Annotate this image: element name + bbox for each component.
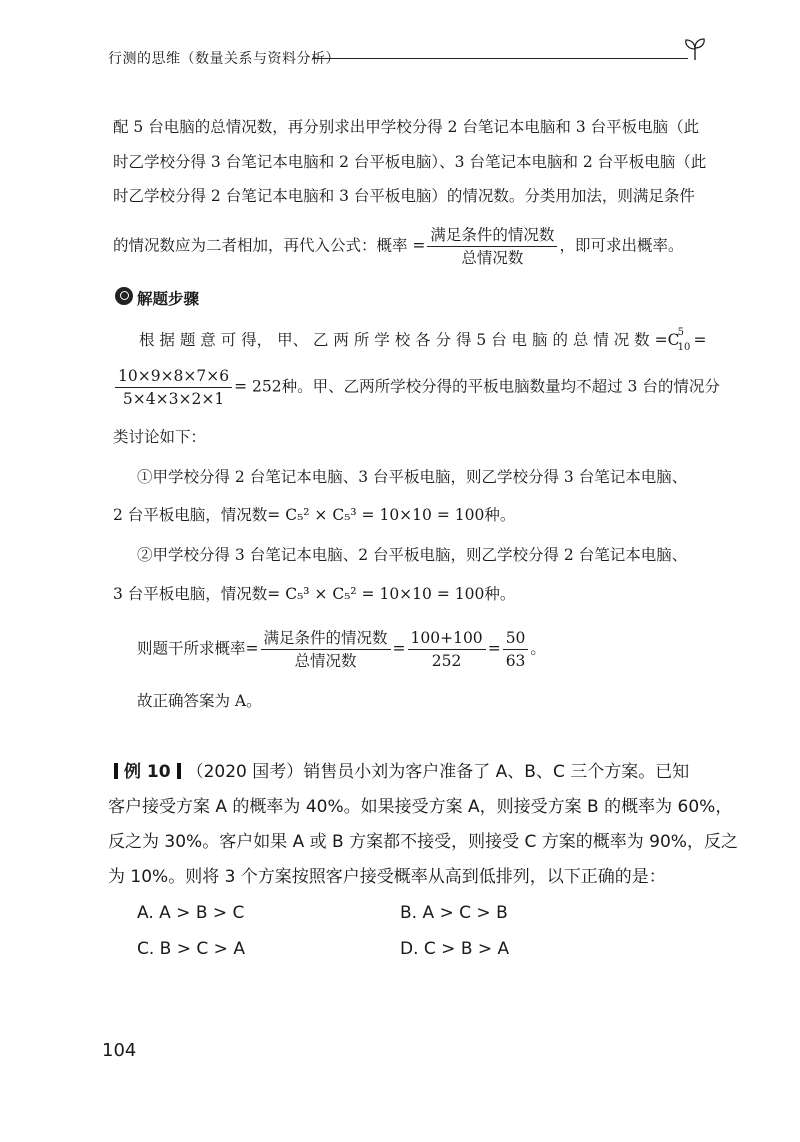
example-line-4: 为 10%。则将 3 个方案按照客户接受概率从高到低排列，以下正确的是： (108, 867, 666, 887)
step-1-line-2 (113, 366, 720, 409)
step-1-text: 根 据 题 意 可 得， 甲、 乙 两 所 学 校 各 分 得 5 台 电 脑 的 总 情 况 数 = (139, 331, 668, 349)
probability-fraction-1: $\frac{\text{满足条件的情况数}}{\text{总情况数}}$ (261, 628, 391, 671)
case-2-line-1: ②甲学校分得 3 台笔记本电脑、2 台平板电脑，则乙学校分得 2 台笔记本电脑、 (137, 546, 688, 564)
probability-line: 则题干所求概率= $\frac{\text{满足条件的情况数}}{\text{总情况数}}$ = $\frac{100+100}{252}$ = $\frac{50}{63}$ 。 (137, 629, 546, 670)
example-tag: 例 10 (124, 762, 171, 782)
running-header: 行测的思维（数量关系与资料分析） (108, 51, 340, 67)
total-cases-fraction: $\frac{10\times 9\times 8\times 7\times 6}{5\times 4\times 3\times 2\times 1}$ (115, 366, 232, 409)
steps-heading: 解题步骤 (137, 290, 200, 308)
header-rule (312, 58, 688, 59)
analysis-line-2: 时乙学校分得 3 台笔记本电脑和 2 台平板电脑）、3 台笔记本电脑和 2 台平板电脑（此 (113, 153, 707, 171)
analysis-line-1: 配 5 台电脑的总情况数，再分别求出甲学校分得 2 台笔记本电脑和 3 台平板电脑（此 (113, 118, 700, 136)
step-1-result: = 252种。甲、乙两所学校分得的平板电脑数量均不超过 3 台的情况分 (234, 377, 720, 396)
case-2-line-2: 3 台平板电脑，情况数= C₅³ × C₅² = 10×10 = 100种。 (113, 585, 516, 603)
sprout-icon (682, 36, 708, 62)
case-1-line-1: ①甲学校分得 2 台笔记本电脑、3 台平板电脑，则乙学校分得 3 台笔记本电脑、 (137, 468, 688, 486)
steps-icon (115, 287, 133, 305)
option-d: D. C > B > A (400, 939, 510, 959)
answer-line: 故正确答案为 A。 (137, 692, 262, 710)
probability-fraction-3: $\frac{50}{63}$ (503, 628, 529, 671)
option-a: A. A > B > C (137, 903, 245, 923)
option-b: B. A > C > B (400, 903, 508, 923)
formula-numerator: 满足条件的情况数 (427, 225, 557, 247)
example-line-2: 客户接受方案 A 的概率为 40%。如果接受方案 A，则接受方案 B 的概率为 60%， (108, 797, 733, 817)
analysis-line-3: 时乙学校分得 2 台笔记本电脑和 3 台平板电脑）的情况数。分类用加法，则满足条件 (113, 187, 695, 205)
analysis-line-4-pre: 的情况数应为二者相加，再代入公式：概率 = (113, 236, 426, 255)
analysis-line-4-post: ，即可求出概率。 (559, 236, 684, 255)
combination-c-10-5: C 5 10 (667, 327, 691, 353)
analysis-line-4 (113, 225, 683, 268)
example-line-3: 反之为 30%。客户如果 A 或 B 方案都不接受，则接受 C 方案的概率为 90%，反之 (108, 832, 738, 852)
tag-bar-left (114, 763, 118, 779)
step-1-line-1: 根 据 题 意 可 得， 甲、 乙 两 所 学 校 各 分 得 5 台 电 脑 的 总 情 况 数 =C 5 10 = (139, 327, 707, 353)
case-1-line-2: 2 台平板电脑，情况数= C₅² × C₅³ = 10×10 = 100种。 (113, 506, 516, 524)
probability-formula (427, 225, 557, 268)
probability-fraction-2: $\frac{100+100}{252}$ (408, 628, 486, 671)
tag-bar-right (177, 763, 181, 779)
page-number: 104 (102, 1040, 137, 1061)
step-1-line-3: 类讨论如下： (113, 428, 207, 446)
example-line-1: 例 10 （2020 国考）销售员小刘为客户准备了 A、B、C 三个方案。已知 (108, 761, 689, 783)
formula-denominator: 总情况数 (461, 249, 524, 267)
option-c: C. B > C > A (137, 939, 245, 959)
